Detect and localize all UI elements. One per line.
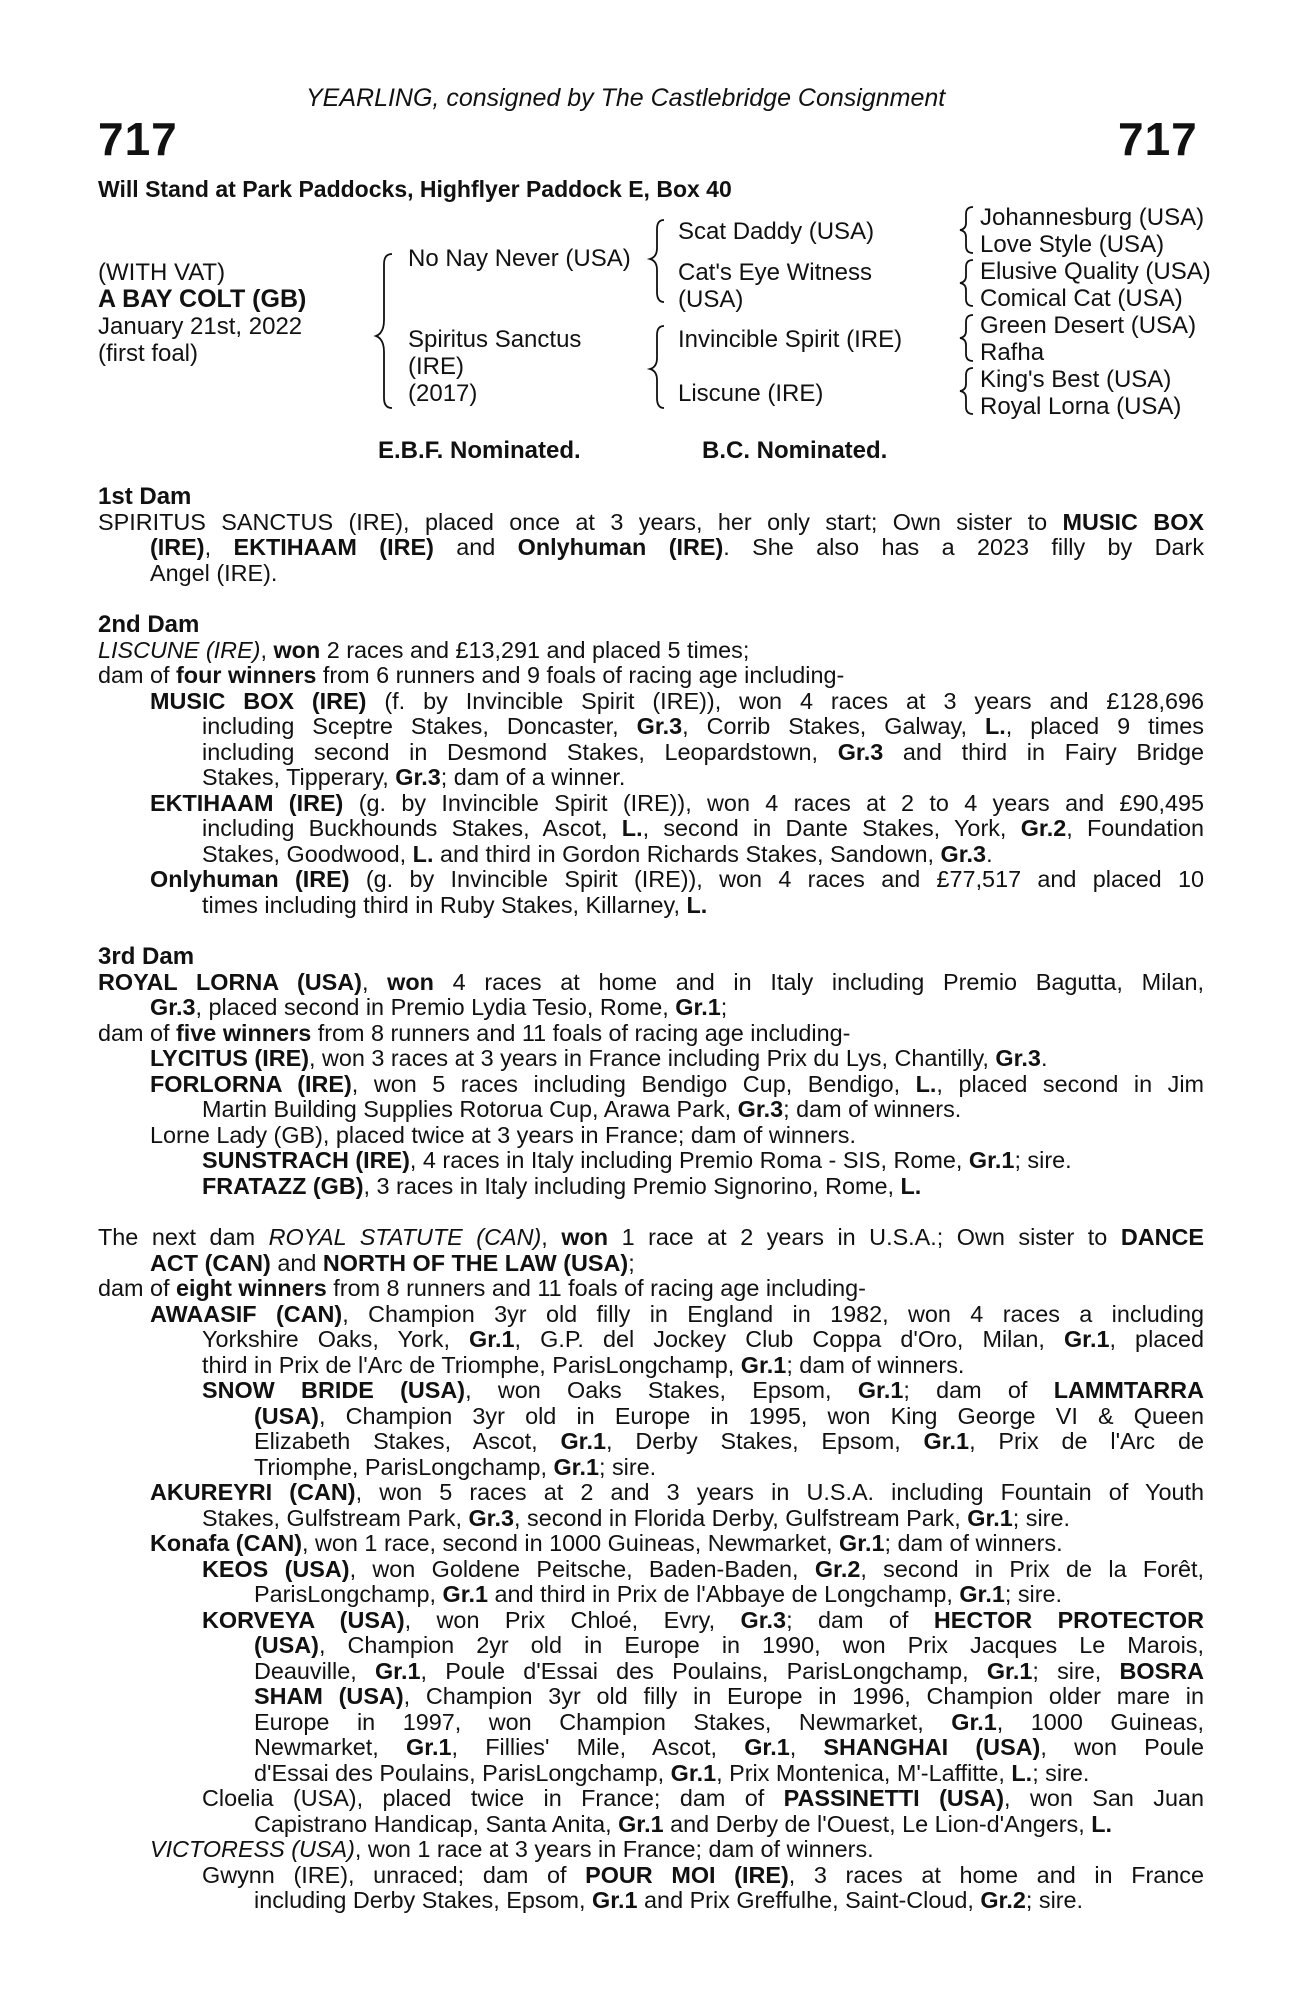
progeny-line: AWAASIF (CAN), Champion 3yr old filly in England in 1982, won 4 races a including	[150, 1301, 1204, 1327]
dam-sire: Invincible Spirit (IRE)	[678, 326, 903, 353]
ggp-6: Rafha	[980, 339, 1045, 366]
ggp-2: Love Style (USA)	[980, 231, 1165, 258]
progeny-line: Lorne Lady (GB), placed twice at 3 years in France; dam of winners.	[150, 1121, 856, 1148]
horse-foal-note: (first foal)	[98, 340, 199, 367]
sire-name: No Nay Never (USA)	[408, 245, 631, 272]
second-dam-line: dam of four winners from 6 runners and 9 foals of racing age including-	[98, 662, 845, 688]
bc-nominated: B.C. Nominated.	[702, 437, 888, 464]
progeny-line: SUNSTRACH (IRE), 4 races in Italy including Premio Roma - SIS, Rome, Gr.1; sire.	[202, 1147, 1072, 1173]
progeny-line: FORLORNA (IRE), won 5 races including Bendigo Cup, Bendigo, L., placed second in Jim	[150, 1071, 1204, 1097]
second-dam-title: 2nd Dam	[98, 611, 200, 638]
sire-dam-line1: Cat's Eye Witness	[678, 259, 872, 286]
progeny-line: Martin Building Supplies Rotorua Cup, Arawa Park, Gr.3; dam of winners.	[202, 1096, 962, 1122]
dam-dam: Liscune (IRE)	[678, 380, 824, 407]
lot-number-left: 717	[98, 113, 178, 165]
second-dam-section	[98, 612, 1204, 918]
progeny-line: Yorkshire Oaks, York, Gr.1, G.P. del Jockey Club Coppa d'Oro, Milan, Gr.1, placed	[202, 1327, 1204, 1352]
progeny-line: AKUREYRI (CAN), won 5 races at 2 and 3 years in U.S.A. including Fountain of Youth	[150, 1480, 1204, 1505]
ggp-8: Royal Lorna (USA)	[980, 393, 1182, 420]
ggp-3: Elusive Quality (USA)	[980, 258, 1211, 285]
progeny-line: including Buckhounds Stakes, Ascot, L., second in Dante Stakes, York, Gr.2, Foundation	[202, 816, 1204, 841]
stand-location: Will Stand at Park Paddocks, Highflyer Paddock E, Box 40	[98, 176, 732, 202]
progeny-line: EKTIHAAM (IRE) (g. by Invincible Spirit (IRE)), won 4 races at 2 to 4 years and £90,495	[150, 790, 1204, 816]
first-dam-section	[98, 484, 1204, 586]
ggp-4: Comical Cat (USA)	[980, 285, 1183, 312]
ggp-7: King's Best (USA)	[980, 366, 1172, 393]
dam-brace	[650, 326, 664, 408]
main-brace	[376, 254, 392, 408]
progeny-line: third in Prix de l'Arc de Triomphe, ParisLongchamp, Gr.1; dam of winners.	[202, 1351, 965, 1378]
sire-dam-line2: (USA)	[678, 286, 744, 313]
progeny-line: (USA), Champion 3yr old in Europe in 1995, won King George VI & Queen	[254, 1403, 1204, 1429]
second-dam-line: LISCUNE (IRE), won 2 races and £13,291 and placed 5 times;	[98, 636, 750, 663]
progeny-line: Cloelia (USA), placed twice in France; dam of PASSINETTI (USA), won San Juan	[202, 1786, 1204, 1811]
progeny-line: KORVEYA (USA), won Prix Chloé, Evry, Gr.3; dam of HECTOR PROTECTOR	[202, 1607, 1204, 1633]
progeny-line: Onlyhuman (IRE) (g. by Invincible Spirit (IRE)), won 4 races and £77,517 and placed 10	[150, 867, 1204, 892]
first-dam-line: SPIRITUS SANCTUS (IRE), placed once at 3 years, her only start; Own sister to MUSIC BOX	[98, 509, 1204, 535]
progeny-line: LYCITUS (IRE), won 3 races at 3 years in France including Prix du Lys, Chantilly, Gr.3.	[150, 1045, 1048, 1071]
third-dam-line: ROYAL LORNA (USA), won 4 races at home and in Italy including Premio Bagutta, Milan,	[98, 969, 1204, 995]
lot-number-right: 717	[1118, 113, 1198, 165]
progeny-line: including Derby Stakes, Epsom, Gr.1 and Prix Greffulhe, Saint-Cloud, Gr.2; sire.	[254, 1887, 1084, 1913]
ggp-5: Green Desert (USA)	[980, 312, 1197, 339]
progeny-line: including Sceptre Stakes, Doncaster, Gr.3, Corrib Stakes, Galway, L., placed 9 times	[202, 714, 1204, 739]
ggp-1: Johannesburg (USA)	[980, 204, 1205, 231]
progeny-line: Gwynn (IRE), unraced; dam of POUR MOI (IRE), 3 races at home and in France	[202, 1862, 1204, 1888]
consignment-subtitle: YEARLING, consigned by The Castlebridge Consignment	[306, 84, 946, 112]
progeny-line: Europe in 1997, won Champion Stakes, Newmarket, Gr.1, 1000 Guineas,	[254, 1709, 1204, 1735]
third-dam-section	[98, 944, 1204, 1199]
dam-name-line3: (2017)	[408, 380, 478, 407]
dam-name-line2: (IRE)	[408, 353, 464, 380]
progeny-line: Triomphe, ParisLongchamp, Gr.1; sire.	[254, 1453, 657, 1480]
horse-dob: January 21st, 2022	[98, 313, 303, 340]
progeny-line: (USA), Champion 2yr old in Europe in 1990, won Prix Jacques Le Marois,	[254, 1633, 1204, 1658]
progeny-line: Stakes, Goodwood, L. and third in Gordon Richards Stakes, Sandown, Gr.3.	[202, 840, 993, 867]
progeny-line: VICTORESS (USA), won 1 race at 3 years in France; dam of winners.	[150, 1836, 874, 1862]
g78-brace	[960, 368, 973, 414]
third-dam-line: dam of five winners from 8 runners and 11 foals of racing age including-	[98, 1019, 851, 1046]
progeny-line: KEOS (USA), won Goldene Peitsche, Baden-Baden, Gr.2, second in Prix de la Forêt,	[202, 1556, 1204, 1582]
progeny-line: Newmarket, Gr.1, Fillies' Mile, Ascot, Gr.1, SHANGHAI (USA), won Poule	[254, 1735, 1204, 1760]
progeny-line: SNOW BRIDE (USA), won Oaks Stakes, Epsom, Gr.1; dam of LAMMTARRA	[202, 1378, 1204, 1403]
horse-name: A BAY COLT (GB)	[98, 285, 307, 313]
progeny-line: Stakes, Gulfstream Park, Gr.3, second in Florida Derby, Gulfstream Park, Gr.1; sire.	[202, 1504, 1070, 1531]
first-dam-line: Angel (IRE).	[150, 559, 278, 586]
progeny-line: Deauville, Gr.1, Poule d'Essai des Poulains, ParisLongchamp, Gr.1; sire, BOSRA	[254, 1658, 1204, 1684]
g56-brace	[960, 315, 973, 361]
progeny-line: FRATAZZ (GB), 3 races in Italy including Premio Signorino, Rome, L.	[202, 1172, 922, 1199]
next-dam-section	[98, 1225, 1204, 1914]
ebf-nominated: E.B.F. Nominated.	[378, 437, 581, 464]
progeny-line: Stakes, Tipperary, Gr.3; dam of a winner.	[202, 764, 626, 790]
progeny-line: ParisLongchamp, Gr.1 and third in Prix de l'Abbaye de Longchamp, Gr.1; sire.	[254, 1581, 1063, 1607]
g34-brace	[960, 260, 973, 306]
sire-brace	[650, 220, 664, 302]
first-dam-line: (IRE), EKTIHAAM (IRE) and Onlyhuman (IRE). She also has a 2023 filly by Dark	[150, 535, 1204, 560]
sire-sire: Scat Daddy (USA)	[678, 218, 875, 245]
next-dam-line: dam of eight winners from 8 runners and 11 foals of racing age including-	[98, 1275, 866, 1301]
progeny-line: Capistrano Handicap, Santa Anita, Gr.1 and Derby de l'Ouest, Le Lion-d'Angers, L.	[254, 1810, 1113, 1837]
progeny-line: times including third in Ruby Stakes, Killarney, L.	[202, 891, 708, 918]
progeny-line: including second in Desmond Stakes, Leopardstown, Gr.3 and third in Fairy Bridge	[202, 739, 1204, 765]
progeny-line: d'Essai des Poulains, ParisLongchamp, Gr.1, Prix Montenica, M'-Laffitte, L.; sire.	[254, 1759, 1090, 1786]
next-dam-line: The next dam ROYAL STATUTE (CAN), won 1 race at 2 years in U.S.A.; Own sister to DANCE	[98, 1225, 1204, 1250]
progeny-line: SHAM (USA), Champion 3yr old filly in Europe in 1996, Champion older mare in	[254, 1684, 1204, 1709]
progeny-line: MUSIC BOX (IRE) (f. by Invincible Spirit (IRE)), won 4 races at 3 years and £128,696	[150, 688, 1204, 714]
third-dam-line: Gr.3, placed second in Premio Lydia Tesio, Rome, Gr.1;	[150, 994, 728, 1020]
next-dam-line: ACT (CAN) and NORTH OF THE LAW (USA);	[150, 1249, 635, 1276]
progeny-line: Elizabeth Stakes, Ascot, Gr.1, Derby Stakes, Epsom, Gr.1, Prix de l'Arc de	[254, 1429, 1204, 1454]
g12-brace	[960, 207, 973, 253]
third-dam-title: 3rd Dam	[98, 943, 195, 970]
first-dam-title: 1st Dam	[98, 483, 192, 510]
progeny-line: Konafa (CAN), won 1 race, second in 1000 Guineas, Newmarket, Gr.1; dam of winners.	[150, 1530, 1063, 1556]
vat-note: (WITH VAT)	[98, 259, 226, 286]
dam-name-line1: Spiritus Sanctus	[408, 326, 582, 353]
